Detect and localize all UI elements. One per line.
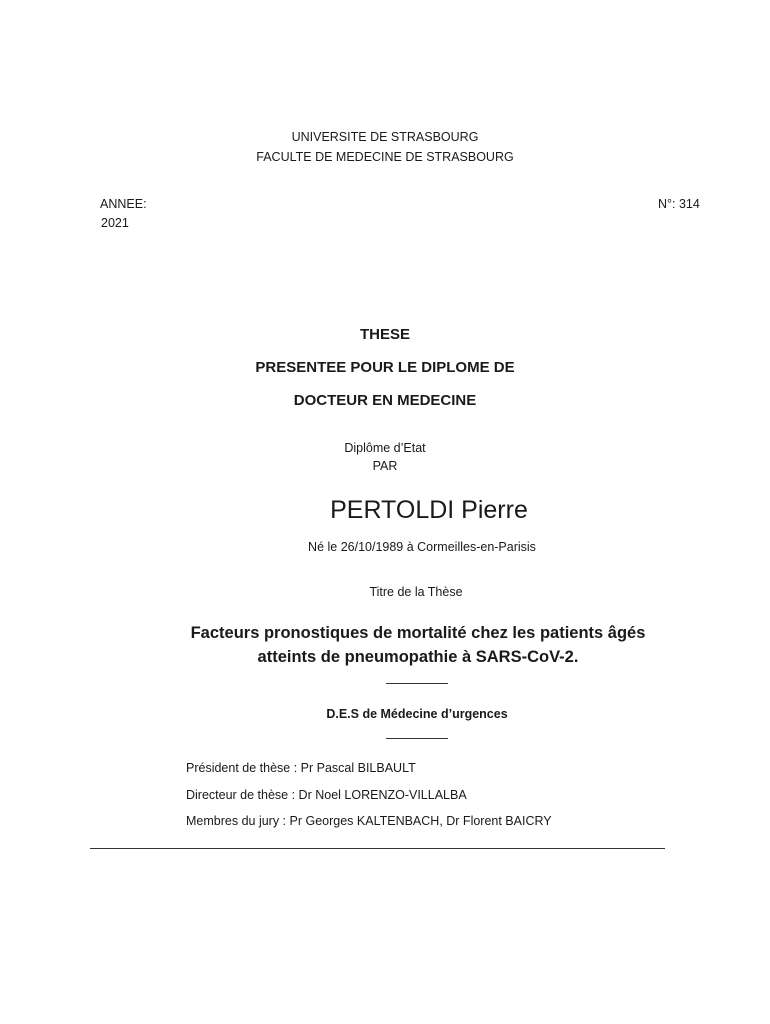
- year-value: 2021: [101, 216, 129, 230]
- thesis-title-line2: atteints de pneumopathie à SARS-CoV-2.: [257, 648, 579, 666]
- jury-members: Membres du jury : Pr Georges KALTENBACH, Dr Florent BAICRY: [186, 814, 552, 828]
- separator-line: [386, 738, 448, 739]
- author-name: PERTOLDI Pierre: [330, 496, 528, 524]
- faculty-name: FACULTE DE MEDECINE DE STRASBOURG: [256, 150, 514, 164]
- author-birth: Né le 26/10/1989 à Cormeilles-en-Parisis: [308, 540, 536, 554]
- year-label: ANNEE:: [100, 197, 147, 211]
- footer-rule: [90, 848, 665, 849]
- university-name: UNIVERSITE DE STRASBOURG: [291, 130, 479, 144]
- thesis-degree-line: DOCTEUR EN MEDECINE: [293, 392, 477, 409]
- jury-president: Président de thèse : Pr Pascal BILBAULT: [186, 761, 416, 775]
- jury-director: Directeur de thèse : Dr Noel LORENZO-VILLALBA: [186, 788, 467, 802]
- thesis-number: N°: 314: [658, 197, 700, 211]
- thesis-title-label: Titre de la Thèse: [369, 585, 463, 599]
- thesis-title-line1: Facteurs pronostiques de mortalité chez les patients âgés: [190, 624, 646, 642]
- specialty: D.E.S de Médecine d’urgences: [326, 707, 508, 721]
- thesis-diploma-line: PRESENTEE POUR LE DIPLOME DE: [255, 359, 515, 376]
- separator-line: [386, 683, 448, 684]
- par-label: PAR: [372, 459, 398, 473]
- diploma-type: Diplôme d’Etat: [344, 441, 426, 455]
- thesis-heading: THESE: [359, 326, 410, 343]
